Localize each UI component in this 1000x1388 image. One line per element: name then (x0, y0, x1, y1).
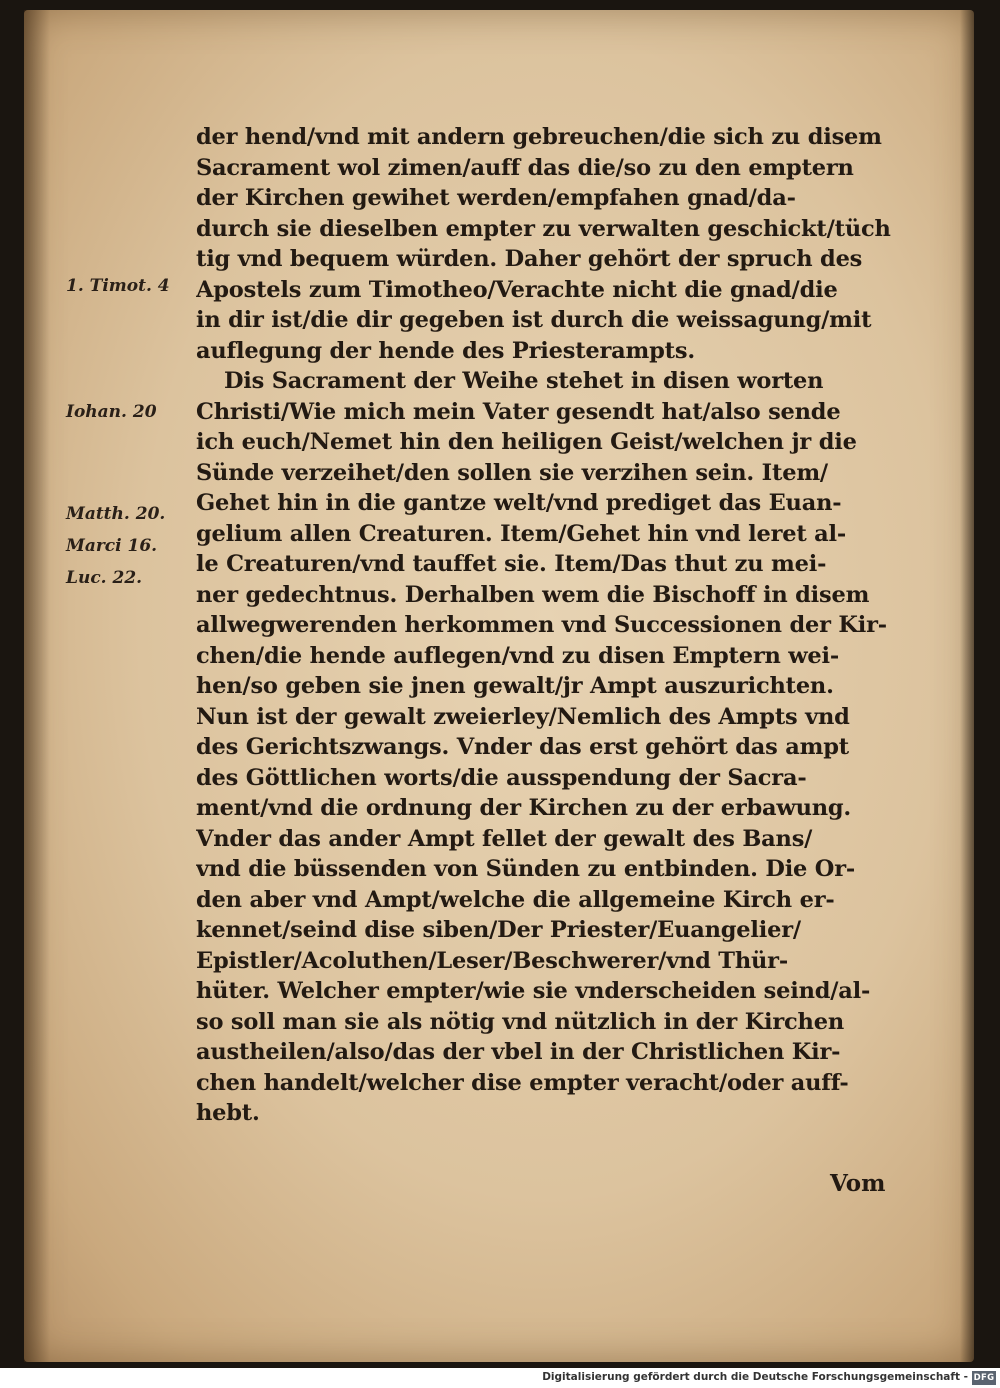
text-line: des Gerichtszwangs. Vnder das erst gehört das ampt (196, 734, 849, 760)
dfg-logo-icon: DFG (973, 1373, 995, 1383)
text-line: Epistler/Acoluthen/Leser/Beschwerer/vnd Thür- (196, 947, 788, 974)
text-line: Dis Sacrament der Weihe stehet in disen worten (224, 368, 824, 394)
text-line: ner gedechtnus. Derhalben wem die Bischoff in disem (196, 581, 870, 608)
footer-bar (0, 1368, 1000, 1388)
text-line: gelium allen Creaturen. Item/Gehet hin vnd leret al- (196, 520, 847, 547)
text-line: Gehet hin in die gantze welt/vnd prediget das Euan- (196, 490, 842, 516)
text-line: so soll man sie als nötig vnd nützlich in der Kirchen (196, 1008, 844, 1035)
text-line: der hend/vnd mit andern gebreuchen/die sich zu disem (196, 124, 882, 150)
text-line: den aber vnd Ampt/welche die allgemeine Kirch er- (196, 886, 835, 913)
text-line: der Kirchen gewihet werden/empfahen gnad/da- (196, 185, 796, 211)
text-line: ment/vnd die ordnung der Kirchen zu der erbawung. (196, 795, 852, 821)
text-line: le Creaturen/vnd tauffet sie. Item/Das thut zu mei- (196, 551, 827, 577)
text-line: Nun ist der gewalt zweierley/Nemlich des Ampts vnd (196, 703, 850, 730)
margin-note-luke: Luc. 22. (66, 568, 143, 588)
text-line: Apostels zum Timotheo/Verachte nicht die gnad/die (196, 276, 838, 303)
margin-note-mark: Marci 16. (66, 536, 158, 556)
book-page (24, 10, 974, 1362)
margin-note-timothy: 1. Timot. 4 (66, 276, 170, 296)
text-line: Vnder das ander Ampt fellet der gewalt des Bans/ (196, 825, 813, 852)
text-line: allwegwerenden herkommen vnd Successionen der Kir- (196, 612, 887, 638)
text-line: hebt. (196, 1100, 260, 1126)
text-line: durch sie dieselben empter zu verwalten geschickt/tüch (196, 215, 891, 242)
text-line: austheilen/also/das der vbel in der Christlichen Kir- (196, 1039, 841, 1065)
text-line: hen/so geben sie jnen gewalt/jr Ampt auszurichten. (196, 673, 834, 699)
text-line: hüter. Welcher empter/wie sie vnderscheiden seind/al- (196, 978, 871, 1004)
text-line: Christi/Wie mich mein Vater gesendt hat/also sende (196, 398, 841, 425)
main-text-block (196, 122, 906, 1129)
margin-note-john: Iohan. 20 (66, 402, 157, 422)
text-line: vnd die büssenden von Sünden zu entbinden. Die Or- (196, 856, 855, 882)
margin-note-matthew: Matth. 20. (66, 504, 166, 524)
funding-notice: Digitalisierung gefördert durch die Deutsche Forschungsgemeinschaft - (542, 1371, 968, 1383)
text-line: tig vnd bequem würden. Daher gehört der spruch des (196, 246, 863, 272)
text-line: chen/die hende auflegen/vnd zu disen Emptern wei- (196, 642, 840, 669)
catchword: Vom (830, 1170, 886, 1197)
text-line: auflegung der hende des Priesterampts. (196, 337, 695, 364)
text-line: chen handelt/welcher dise empter veracht/oder auff- (196, 1069, 849, 1096)
text-line: in dir ist/die dir gegeben ist durch die weissagung/mit (196, 307, 872, 333)
text-line: Sünde verzeihet/den sollen sie verzihen sein. Item/ (196, 459, 828, 486)
text-line: Sacrament wol zimen/auff das die/so zu den emptern (196, 154, 854, 181)
text-line: kennet/seind dise siben/Der Priester/Euangelier/ (196, 917, 801, 943)
text-line: des Göttlichen worts/die ausspendung der Sacra- (196, 764, 807, 791)
text-line: ich euch/Nemet hin den heiligen Geist/welchen jr die (196, 429, 857, 455)
